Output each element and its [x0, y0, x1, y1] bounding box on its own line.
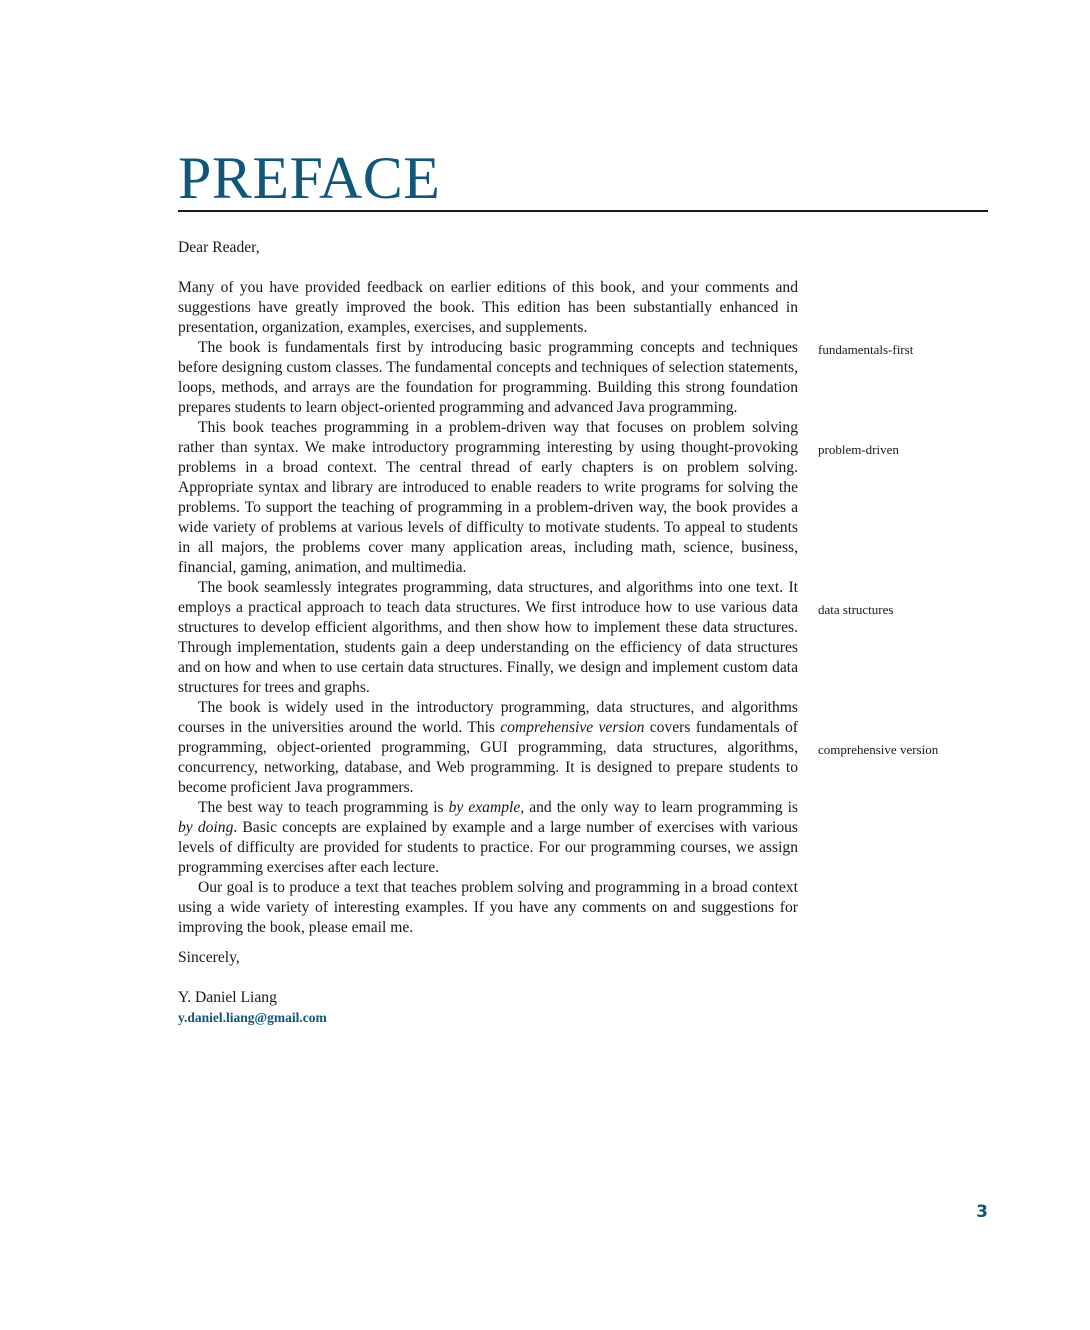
- margin-note-fundamentals-first: fundamentals-first: [818, 342, 914, 357]
- margin-note-problem-driven: problem-driven: [818, 442, 899, 457]
- text-run: The best way to teach programming is: [198, 799, 449, 816]
- text-run: covers fundamentals of programming, object-oriented programming, GUI programming, data structures, algorithms, concurrency, networking, database, and Web programming. It is designed to prepare students to become proficient Java programmers.: [178, 719, 798, 796]
- text-run: The book is widely used in the introductory programming, data structures, and algorithms courses in the universities around the world. This: [178, 699, 798, 736]
- paragraph-data-structures: The book seamlessly integrates programming, data structures, and algorithms into one text. It employs a practical approach to teach data structures. We first introduce how to use various data structures to develop efficient algorithms, and then show how to implement these data structures. Through implementation, students gain a deep understanding on the efficiency of data structures and on how and when to use certain data structures. Finally, we design and implement custom data structures for trees and graphs.: [178, 579, 798, 696]
- margin-note-data-structures: data structures: [818, 602, 894, 617]
- page-title: PREFACE: [178, 145, 441, 211]
- paragraph-comprehensive-version: [178, 698, 798, 798]
- author-name: Y. Daniel Liang: [178, 989, 277, 1006]
- closing: Sincerely,: [178, 949, 240, 966]
- text-run: . Basic concepts are explained by example and a large number of exercises with various levels of difficulty are provided for students to practice. For our programming courses, we assign programming exercises after each lecture.: [178, 819, 798, 876]
- paragraph-goal: Our goal is to produce a text that teaches problem solving and programming in a broad context using a wide variety of interesting examples. If you have any comments on and suggestions for improving the book, please email me.: [178, 879, 798, 936]
- paragraph-intro: Many of you have provided feedback on earlier editions of this book, and your comments and suggestions have greatly improved the book. This edition has been substantially enhanced in presentation, organization, examples, exercises, and supplements.: [178, 279, 798, 336]
- text-run: , and the only way to learn programming is: [520, 799, 799, 816]
- title-rule-divider: [178, 210, 988, 212]
- margin-note-comprehensive-version: comprehensive version: [818, 742, 939, 757]
- letter-body: [178, 238, 798, 1028]
- salutation: Dear Reader,: [178, 239, 260, 256]
- paragraph-problem-driven: This book teaches programming in a problem-driven way that focuses on problem solving rather than syntax. We make introductory programming interesting by using thought-provoking problems in a broad context. The central thread of early chapters is on problem solving. Appropriate syntax and library are introduced to enable readers to write programs for solving the problems. To support the teaching of programming in a problem-driven way, the book provides a wide variety of problems at various levels of difficulty to motivate students. To appeal to students in all majors, the problems cover many application areas, including math, science, business, financial, gaming, animation, and multimedia.: [178, 419, 798, 576]
- emphasis-by-doing: by doing: [178, 819, 234, 836]
- author-email-link[interactable]: y.daniel.liang@gmail.com: [178, 1010, 327, 1025]
- emphasis-comprehensive-version: comprehensive version: [500, 719, 645, 736]
- paragraph-fundamentals-first: The book is fundamentals first by introducing basic programming concepts and techniques before designing custom classes. The fundamental concepts and techniques of selection statements, loops, methods, and arrays are the foundation for programming. Building this strong foundation prepares students to learn object-oriented programming and advanced Java programming.: [178, 339, 798, 416]
- page-number: 3: [976, 1202, 988, 1222]
- paragraph-by-example: [178, 798, 798, 878]
- emphasis-by-example: by example: [448, 799, 521, 816]
